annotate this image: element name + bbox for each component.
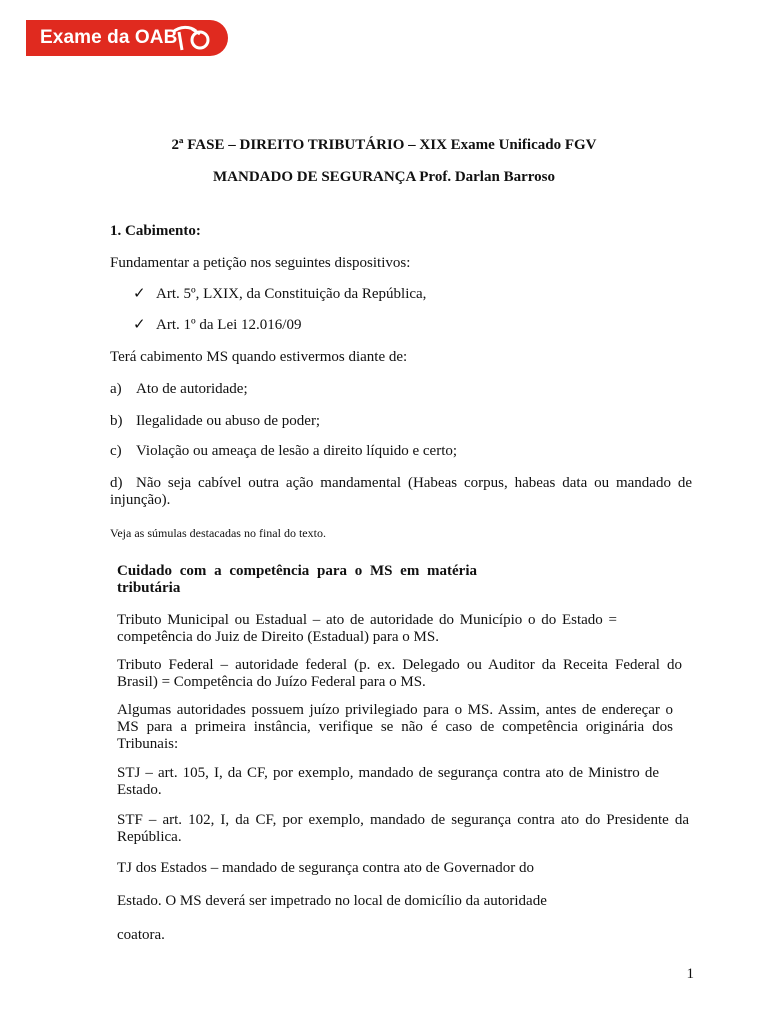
box-paragraph: Tributo Municipal ou Estadual – ato de autoridade do Município o do Estado = competência do Juiz de Direito (Estadual) para o MS. — [117, 612, 617, 645]
page-number: 1 — [686, 966, 694, 982]
list-item-text: Ilegalidade ou abuso de poder; — [136, 413, 321, 429]
logo-mark-icon — [170, 23, 214, 53]
header-line-1: 2ª FASE – DIREITO TRIBUTÁRIO – XIX Exame Unificado FGV — [171, 137, 597, 153]
box-paragraph: STJ – art. 105, I, da CF, por exemplo, mandado de segurança contra ato de Ministro de Estado. — [117, 765, 659, 798]
note-text: Veja as súmulas destacadas no final do texto. — [110, 526, 326, 540]
box-paragraph: Tributo Federal – autoridade federal (p. ex. Delegado ou Auditor da Receita Federal do Brasil) = Competência do Juízo Federal para o MS. — [117, 657, 682, 690]
header-line-2: MANDADO DE SEGURANÇA Prof. Darlan Barroso — [213, 169, 555, 185]
list-item-text: Não seja cabível outra ação mandamental (Habeas corpus, habeas data ou mandado de injunção). — [110, 475, 692, 508]
list-marker: a) — [110, 381, 122, 397]
box-paragraph: coatora. — [117, 927, 165, 943]
box-title: Cuidado com a competência para o MS em matéria tributária — [117, 563, 477, 596]
list-marker: d) — [110, 475, 123, 491]
list-item-text: Violação ou ameaça de lesão a direito líquido e certo; — [136, 443, 458, 459]
check-item-text: Art. 5º, LXIX, da Constituição da República, — [156, 286, 427, 302]
list-item-text: Ato de autoridade; — [136, 381, 248, 397]
check-icon: ✓ — [133, 315, 146, 333]
section-intro: Fundamentar a petição nos seguintes dispositivos: — [110, 255, 411, 271]
list-marker: c) — [110, 443, 122, 459]
logo-text: Exame da OAB — [40, 27, 178, 48]
exame-oab-logo — [26, 20, 228, 56]
list-marker: b) — [110, 413, 123, 429]
box-paragraph: Algumas autoridades possuem juízo privilegiado para o MS. Assim, antes de endereçar o MS para a primeira instância, verifique se não é caso de competência originária dos Tribunais: — [117, 702, 673, 752]
section-heading: 1. Cabimento: — [110, 223, 201, 239]
cabimento-intro: Terá cabimento MS quando estivermos diante de: — [110, 349, 408, 365]
check-item-text: Art. 1º da Lei 12.016/09 — [156, 317, 302, 333]
box-paragraph: STF – art. 102, I, da CF, por exemplo, mandado de segurança contra ato do Presidente da República. — [117, 812, 689, 845]
check-icon: ✓ — [133, 284, 146, 302]
box-paragraph: TJ dos Estados – mandado de segurança contra ato de Governador do — [117, 860, 534, 876]
box-paragraph: Estado. O MS deverá ser impetrado no local de domicílio da autoridade — [117, 893, 547, 909]
